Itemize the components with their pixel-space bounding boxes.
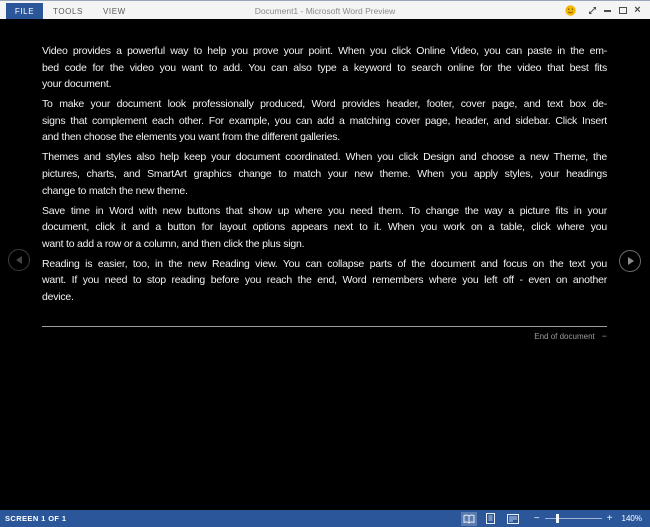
maximize-button[interactable] — [615, 3, 630, 18]
window-controls — [563, 1, 645, 20]
text-line: To make your document look professionally produced, Word provides header, footer, cover page, and text box de- — [42, 98, 607, 111]
fullscreen-toggle-button[interactable] — [585, 3, 600, 18]
smiley-face-icon — [565, 5, 576, 16]
maximize-icon — [619, 7, 627, 14]
minimize-button[interactable] — [600, 3, 615, 18]
paragraph — [42, 149, 607, 199]
text-line: Save time in Word with new buttons that show up where you need them. To change the way a picture fits in your — [42, 204, 607, 217]
zoom-percentage[interactable]: 140% — [621, 514, 642, 523]
reading-view — [0, 19, 650, 510]
zoom-slider-track — [545, 518, 602, 519]
screen-indicator: SCREEN 1 OF 1 — [5, 514, 67, 523]
right-arrow-icon — [628, 257, 634, 265]
paragraph — [42, 96, 607, 146]
web-layout-icon — [507, 514, 519, 524]
menu-bar — [43, 3, 136, 20]
text-line: document, click it and a button for layout options appears next to it. When you work on a table, click where you — [42, 221, 607, 234]
read-mode-icon — [463, 514, 475, 524]
end-of-document-row — [42, 331, 607, 341]
text-line: change to match the new theme. — [42, 184, 188, 197]
statusbar-right — [461, 510, 642, 527]
previous-screen-button[interactable] — [8, 249, 30, 271]
view-menu-button[interactable]: VIEW — [102, 7, 126, 16]
zoom-out-button[interactable]: − — [533, 512, 540, 524]
status-bar — [0, 510, 650, 527]
zoom-in-button[interactable]: + — [606, 512, 613, 524]
text-line: your document. — [42, 78, 112, 91]
text-line: want to add a row or a column, and then click the plus sign. — [42, 237, 305, 250]
title-bar — [0, 0, 650, 19]
text-line: want. If you need to stop reading before you reach the end, Word remembers where you left off - even on another — [42, 274, 607, 287]
text-line: and then choose the elements you want from the different galleries. — [42, 131, 340, 144]
collapse-section-icon[interactable]: − — [601, 331, 607, 341]
feedback-smiley-icon[interactable] — [563, 3, 578, 18]
text-line: Themes and styles also help keep your document coordinated. When you click Design and choose a new Theme, the — [42, 151, 607, 164]
text-line: pictures, charts, and SmartArt graphics change to match your new theme. When you apply styles, your headings — [42, 167, 607, 180]
web-layout-button[interactable] — [505, 512, 521, 526]
close-button[interactable] — [630, 3, 645, 18]
paragraph — [42, 256, 607, 306]
paragraph — [42, 203, 607, 253]
close-icon: × — [634, 4, 641, 16]
next-screen-button[interactable] — [619, 250, 641, 272]
read-mode-button[interactable] — [461, 512, 477, 526]
end-of-document-divider — [42, 326, 607, 327]
zoom-slider[interactable] — [545, 514, 602, 523]
minimize-icon — [604, 10, 611, 12]
window-title: Document1 - Microsoft Word Preview — [254, 5, 396, 16]
print-layout-button[interactable] — [483, 512, 499, 526]
left-arrow-icon — [16, 256, 22, 264]
print-layout-icon — [485, 513, 496, 524]
text-line: bed code for the video you want to add. You can also type a keyword to search online for the video that best fits — [42, 61, 607, 74]
document-text — [42, 43, 607, 309]
tools-menu-button[interactable]: TOOLS — [53, 7, 83, 16]
text-line: Video provides a powerful way to help you prove your point. When you click Online Video, you can paste in the em- — [42, 45, 607, 57]
fullscreen-toggle-icon — [588, 6, 597, 15]
end-of-document-label: End of document — [534, 332, 595, 341]
zoom-slider-thumb[interactable] — [556, 514, 559, 523]
text-line: signs that complement each other. For example, you can add a matching cover page, header, and sidebar. Click Insert — [42, 114, 607, 127]
file-menu-button[interactable]: FILE — [6, 3, 43, 20]
text-line: device. — [42, 290, 74, 303]
text-line: Reading is easier, too, in the new Reading view. You can collapse parts of the document and focus on the text you — [42, 257, 607, 270]
paragraph — [42, 43, 607, 93]
